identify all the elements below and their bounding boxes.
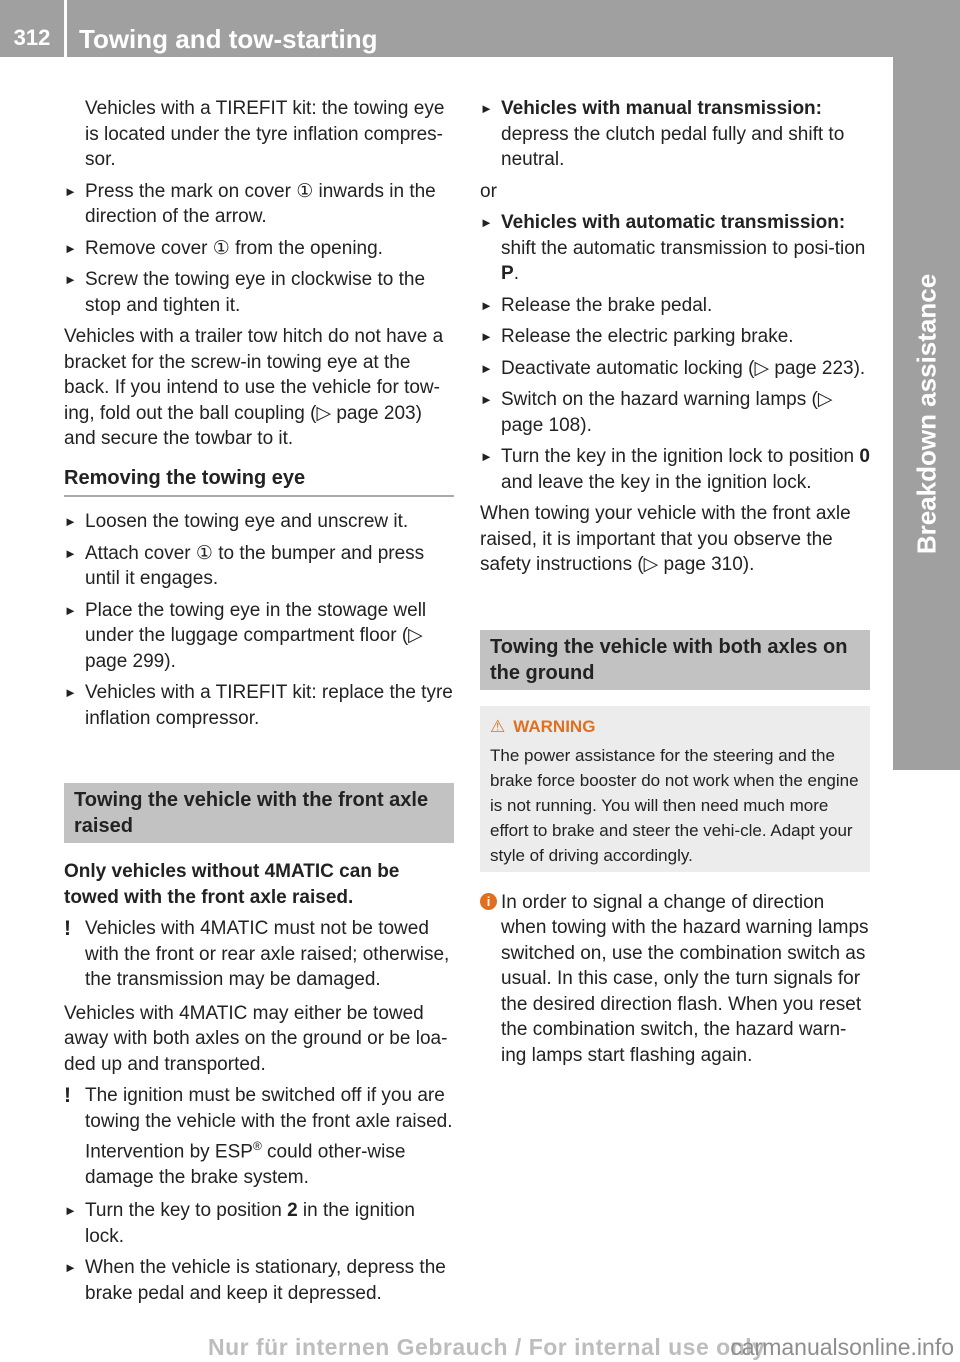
- source-site: carmanualsonline.info: [730, 1334, 954, 1360]
- step-arrow-icon: ►: [64, 685, 77, 700]
- step-arrow-icon: ►: [64, 545, 77, 561]
- step-item: ► Press the mark on cover ① inwards in the direction of the arrow.: [64, 180, 436, 227]
- page-number: 312: [13, 25, 51, 50]
- step-arrow-icon: ►: [480, 215, 493, 230]
- section-tab-label: Breakdown assistance: [911, 273, 941, 554]
- step-item: ► Deactivate automatic locking (▷ page 223).: [480, 356, 870, 382]
- section-heading-both-axles: Towing the vehicle with both axles on the ground: [480, 630, 870, 690]
- step-item: ► Turn the key to position 2 in the ignition lock.: [64, 1200, 415, 1247]
- step-arrow-icon: ►: [64, 514, 77, 529]
- header-divider: [64, 0, 67, 57]
- left-column: [64, 96, 454, 1312]
- 4matic-paragraph: Vehicles with 4MATIC may either be towed away with both axles on the ground or be loa-ded up and transported.: [64, 1002, 448, 1075]
- step-item: ► Vehicles with manual transmission: depress the clutch pedal fully and shift to neutral.: [480, 98, 845, 170]
- exclamation-icon: !: [64, 1084, 71, 1107]
- page-footer: [0, 1330, 960, 1362]
- step-arrow-icon: ►: [480, 297, 493, 313]
- step-arrow-icon: ►: [480, 360, 493, 376]
- warning-triangle-icon: ⚠: [490, 716, 506, 736]
- step-item: ► Turn the key in the ignition lock to position 0 and leave the key in the ignition lock.: [480, 446, 870, 493]
- chapter-title: Towing and tow-starting: [79, 24, 378, 54]
- step-item: ► Release the electric parking brake.: [480, 324, 870, 350]
- warning-text: The power assistance for the steering and the brake force booster do not work when the engine is not running. You will then need much more effort to brake and steer the vehi-cle. Adapt your style of driving accordingly.: [490, 745, 859, 865]
- exclamation-icon: !: [64, 917, 71, 940]
- step-item: ► Place the towing eye in the stowage well under the luggage compartment floor (▷ page 299).: [64, 599, 427, 672]
- warning-box: [480, 706, 870, 872]
- step-arrow-icon: ►: [480, 392, 493, 407]
- step-item: ► Attach cover ① to the bumper and press until it engages.: [64, 542, 425, 589]
- trailer-paragraph: Vehicles with a trailer tow hitch do not have a bracket for the screw-in towing eye at the back. If you intend to use the vehicle for tow-ing, fold out the ball coupling (▷ page 203) and secure the towbar to it.: [64, 326, 444, 449]
- page-header: [0, 0, 960, 57]
- step-item: ► Vehicles with automatic transmission: shift the automatic transmission to posi-tion P.: [480, 212, 866, 284]
- right-column: [480, 96, 870, 1068]
- step-arrow-icon: ►: [64, 183, 77, 199]
- step-arrow-icon: ►: [64, 1260, 77, 1276]
- internal-use-watermark: Nur für internen Gebrauch / For internal use only: [208, 1334, 766, 1360]
- or-text: or: [480, 180, 497, 202]
- info-note: i In order to signal a change of direction when towing with the hazard warning lamps switched on, use the combination switch as usual. In this case, only the turn signals for the desired direction flash. When you reset the combination switch, the hazard warn-ing lamps start flashing again.: [480, 890, 870, 1069]
- tirefit-intro: Vehicles with a TIREFIT kit: the towing eye is located under the tyre inflation compres-sor.: [85, 98, 445, 170]
- section-tab: [893, 57, 960, 770]
- step-arrow-icon: ►: [64, 240, 77, 256]
- step-item: ► Remove cover ① from the opening.: [64, 236, 454, 262]
- step-item: ► When the vehicle is stationary, depress the brake pedal and keep it depressed.: [64, 1257, 446, 1304]
- step-arrow-icon: ►: [64, 272, 77, 287]
- warning-title: ⚠ WARNING: [490, 716, 596, 736]
- only-vehicles-note: Only vehicles without 4MATIC can be towed with the front axle raised.: [64, 861, 400, 908]
- step-arrow-icon: ►: [480, 329, 493, 344]
- step-item: ► Release the brake pedal.: [480, 293, 870, 319]
- front-axle-paragraph: When towing your vehicle with the front axle raised, it is important that you observe the safety instructions (▷ page 310).: [480, 503, 851, 575]
- step-item: ► Loosen the towing eye and unscrew it.: [64, 509, 454, 535]
- step-item: ► Vehicles with a TIREFIT kit: replace the tyre inflation compressor.: [64, 682, 453, 729]
- section-heading-front-axle: Towing the vehicle with the front axle raised: [64, 783, 454, 843]
- step-item: ► Switch on the hazard warning lamps (▷ page 108).: [480, 389, 833, 436]
- removing-heading: Removing the towing eye: [64, 466, 454, 498]
- step-arrow-icon: ►: [64, 1203, 77, 1219]
- caution-note: ! The ignition must be switched off if you are towing the vehicle with the front axle raised. Intervention by ESP® could other-wise damage the brake system.: [64, 1084, 453, 1188]
- info-icon: i: [480, 893, 497, 910]
- step-arrow-icon: ►: [480, 101, 493, 116]
- step-arrow-icon: ►: [480, 449, 493, 464]
- caution-note: ! Vehicles with 4MATIC must not be towed with the front or rear axle raised; otherwise, the transmission may be damaged.: [64, 917, 450, 990]
- step-arrow-icon: ►: [64, 602, 77, 618]
- step-item: ► Screw the towing eye in clockwise to the stop and tighten it.: [64, 269, 426, 316]
